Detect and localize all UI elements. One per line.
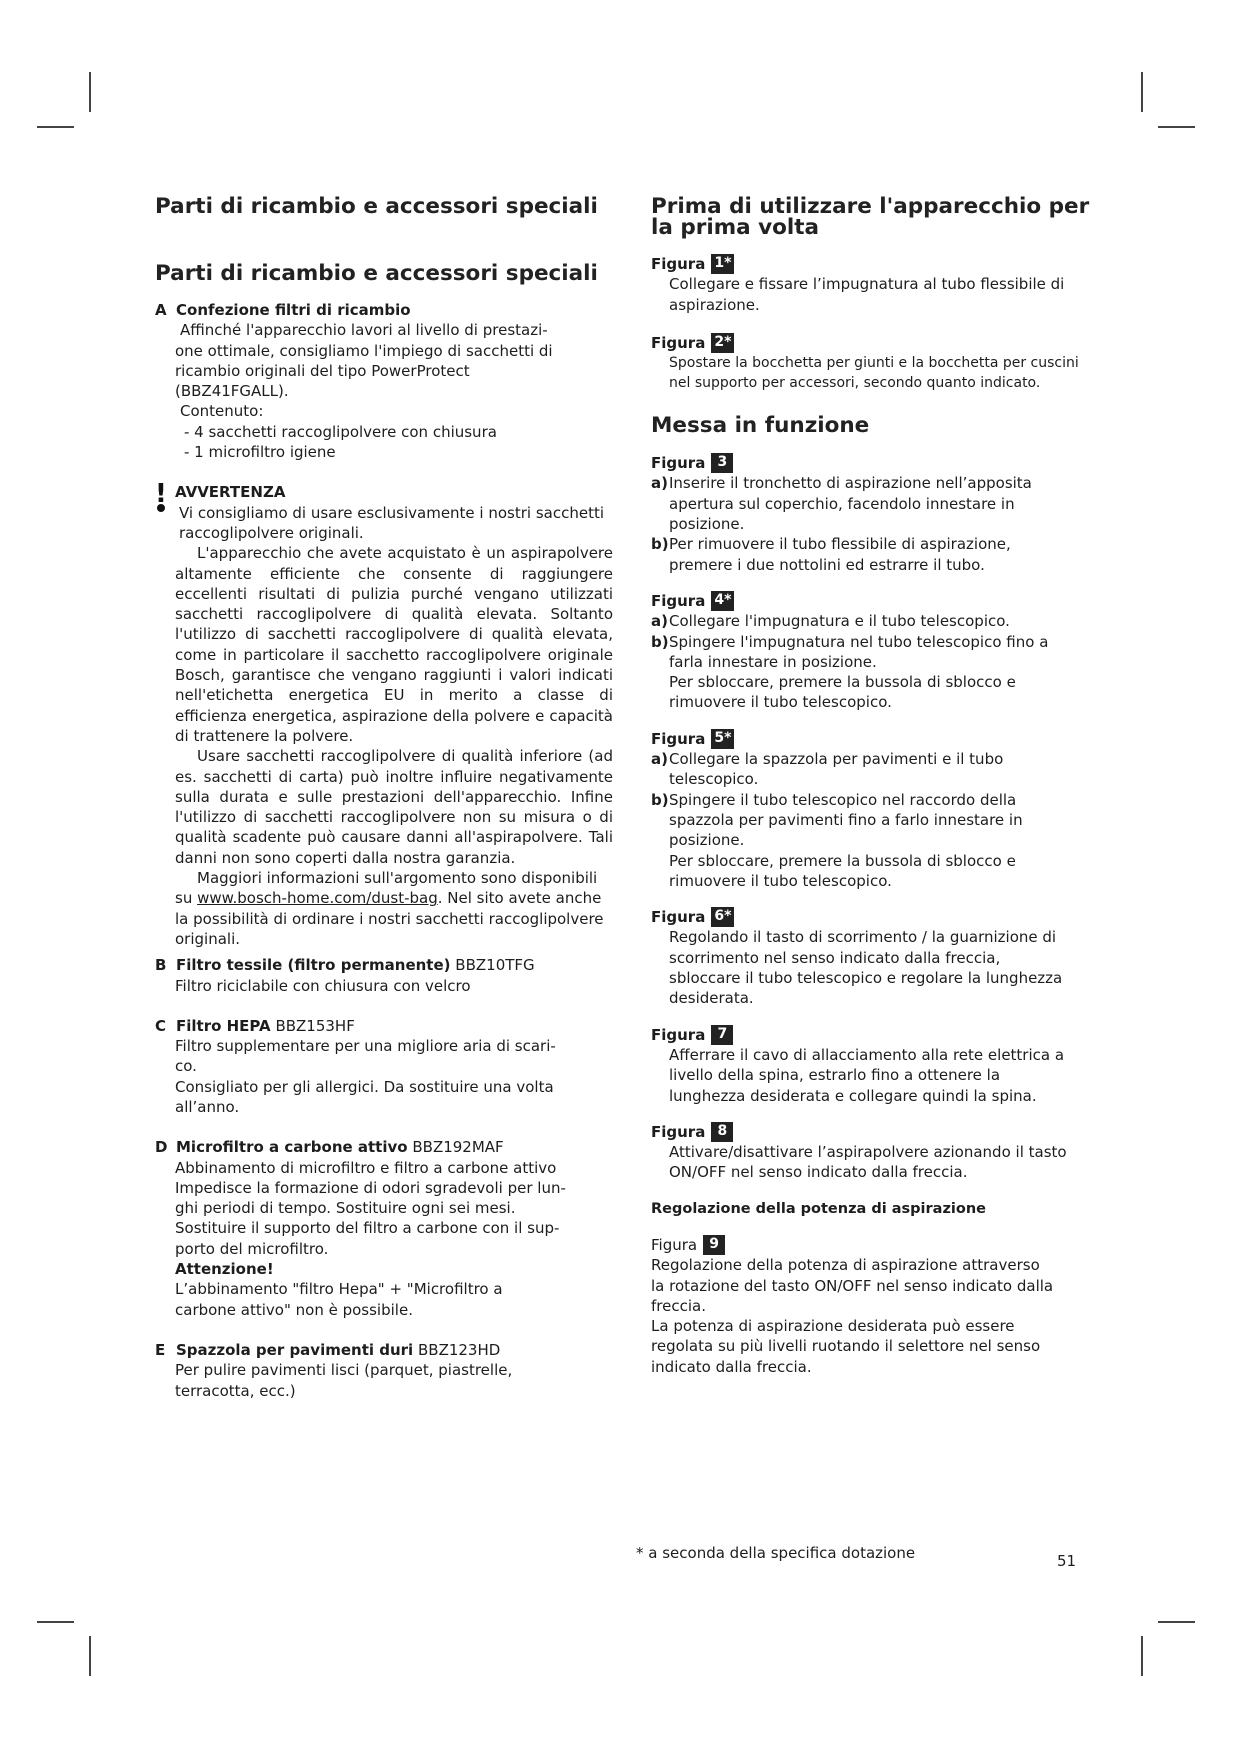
text-line: Collegare la spazzola per pavimenti e il tubo [669,750,1004,769]
accessory-a [155,300,613,462]
accessory-title: Confezione filtri di ricambio [176,301,411,319]
text-line: Filtro riciclabile con chiusura con velcro [175,976,471,995]
crop-mark [89,1636,91,1676]
text-line: spazzola per pavimenti fino a farlo innestare in [669,810,1023,829]
text-line: terracotta, ecc.) [175,1381,296,1400]
text-line: ON/OFF nel senso indicato dalla freccia. [669,1163,968,1182]
figure-label: Figura [651,1235,698,1254]
figure-label: Figura [651,1122,706,1141]
figure-8-block [651,1122,1091,1183]
figure-number-badge: 6* [711,907,734,927]
crop-mark [37,126,74,128]
text-line: freccia. [651,1296,706,1315]
text-line: la rotazione del tasto ON/OFF nel senso indicato dalla [651,1276,1054,1295]
text-line: livello della spina, estrarlo fino a ottenere la [669,1066,1001,1085]
text-line: Sostituire il supporto del filtro a carbone con il sup- [175,1219,560,1238]
figure-label: Figura [651,908,706,927]
text-line: farla innestare in posizione. [669,652,877,671]
text-line: Attivare/disattivare l’aspirapolvere azionando il tasto [669,1143,1067,1162]
step-key: a) [651,612,668,631]
left-column [155,196,613,1401]
figure-label: Figura [651,454,706,473]
text-line: (BBZ41FGALL). [175,382,289,401]
text-line: sbloccare il tubo telescopico e regolare la lunghezza [669,969,1063,988]
text-line: Collegare l'impugnatura e il tubo telescopico. [669,612,1010,631]
step-key: b) [651,790,669,809]
warning-title: AVVERTENZA [175,483,286,502]
accessory-code: BBZ153HF [275,1016,355,1035]
text-line: lunghezza desiderata e collegare quindi la spina. [669,1086,1037,1105]
figure-7-block [651,1025,1091,1106]
text-line: nel supporto per accessori, secondo quanto indicato. [669,375,1041,392]
step-key: a) [651,750,668,769]
figure-label: Figura [651,333,706,352]
accessory-code: BBZ10TFG [455,956,535,975]
figure-4-block [651,591,1091,713]
step-a [651,749,1091,790]
accessory-title: Spazzola per pavimenti duri [176,1340,414,1359]
accessory-code: BBZ123HD [417,1340,501,1359]
accessory-title: Microfiltro a carbone attivo [176,1138,408,1157]
accessory-letter: E [155,1340,166,1359]
text-line: Per sbloccare, premere la bussola di sblocco e [669,673,1016,692]
warning-paragraph: Usare sacchetti raccoglipolvere di qualità inferiore (ad es. sacchetti di carta) può inoltre influire negativamente sulla durata e sulle prestazioni dell'apparecchio. Infine l'utilizzo di sacchetti raccoglipolvere non su misura o di qualità scadente può causare danni all'aspirapolvere. Tali danni non sono coperti dalla nostra garanzia. [175,747,613,867]
step-a [651,611,1091,631]
accessory-e [155,1340,613,1401]
accessory-code: BBZ192MAF [412,1138,504,1157]
step-b [651,632,1091,713]
text-line: L’abbinamento "filtro Hepa" + "Microfiltro a [175,1280,503,1299]
attention-title: Attenzione! [175,1260,274,1279]
text-line: Per rimuovere il tubo flessibile di aspirazione, [669,535,1011,554]
text-line: posizione. [669,515,745,534]
figure-3-block [651,453,1091,575]
text-line: carbone attivo" non è possibile. [175,1300,413,1319]
accessory-title: Filtro HEPA [176,1016,271,1035]
figure-5-block [651,729,1091,891]
figure-1-block [651,254,1091,315]
step-b [651,790,1091,891]
right-column [651,196,1091,1377]
accessory-letter: C [155,1016,167,1035]
text-line: rimuovere il tubo telescopico. [669,693,892,712]
text-line: Contenuto: [180,402,264,421]
section-heading: Parti di ricambio e accessori speciali [155,194,598,219]
step-b [651,534,1091,575]
step-key: b) [651,632,669,651]
figure-number-badge: 7 [711,1025,733,1045]
text-line: Regolazione della potenza di aspirazione attraverso [651,1256,1040,1275]
step-key: b) [651,535,669,554]
text-line: Regolando il tasto di scorrimento / la guarnizione di [669,928,1057,947]
text-line: La potenza di aspirazione desiderata può essere [651,1317,1015,1336]
text-line: Affinché l'apparecchio lavori al livello di prestazi- [180,321,548,340]
text-line: rimuovere il tubo telescopico. [669,871,892,890]
figure-number-badge: 8 [711,1122,733,1142]
figure-9-block [651,1235,1091,1377]
text-line: all’anno. [175,1097,240,1116]
text-line: scorrimento nel senso indicato dalla freccia, [669,948,1001,967]
text-line: Spostare la bocchetta per giunti e la bocchetta per cuscini [669,355,1079,372]
figure-number-badge: 1* [711,254,734,274]
warning-paragraph [175,868,613,949]
figure-number-badge: 3 [711,453,733,473]
step-a [651,473,1091,534]
crop-mark [1158,126,1195,128]
warning-text: . Nel sito avete anche la possibilità di ordinare i nostri sacchetti raccoglipolvere originali. [175,889,604,948]
text-line: - 1 microfiltro igiene [184,443,336,462]
text-line: Afferrare il cavo di allacciamento alla rete elettrica a [669,1045,1065,1064]
figure-number-badge: 2* [711,333,734,353]
crop-mark [37,1621,74,1623]
text-line: Per sbloccare, premere la bussola di sblocco e [669,851,1016,870]
figure-label: Figura [651,255,706,273]
dust-bag-link[interactable]: www.bosch-home.com/dust-bag [197,889,438,908]
text-line: ghi periodi di tempo. Sostituire ogni sei mesi. [175,1199,516,1218]
accessory-c [155,1016,613,1117]
figure-number-badge: 4* [711,591,734,611]
text-line: desiderata. [669,989,754,1008]
figure-2-block [651,333,1091,393]
crop-mark [89,72,91,112]
text-line: regolata su più livelli ruotando il selettore nel senso [651,1337,1041,1356]
warning-text: Maggiori informazioni sull'argomento sono disponibili su [175,869,598,908]
text-line: apertura sul coperchio, facendolo innestare in [669,494,1015,513]
accessory-d [155,1137,613,1320]
footnote: * a seconda della specifica dotazione [636,1544,916,1562]
text-line: Spingere il tubo telescopico nel raccordo della [669,790,1017,809]
text-line: - 4 sacchetti raccoglipolvere con chiusura [184,422,497,441]
exclamation-glyph: ! [155,479,167,510]
text-line: aspirazione. [669,295,760,314]
text-line: Impedisce la formazione di odori sgradevoli per lun- [175,1178,566,1197]
text-line: premere i due nottolini ed estrarre il tubo. [669,555,985,574]
text-line: Per pulire pavimenti lisci (parquet, piastrelle, [175,1361,513,1380]
crop-mark [1158,1621,1195,1623]
section-heading: Prima di utilizzare l'apparecchio per la prima volta [651,194,1090,240]
accessory-letter: D [155,1138,168,1157]
text-line: Spingere l'impugnatura nel tubo telescopico fino a [669,632,1049,651]
text-line: Filtro supplementare per una migliore aria di scari- [175,1037,556,1056]
warning-paragraph: L'apparecchio che avete acquistato è un aspirapolvere altamente efficiente che consente di raggiungere eccellenti risultati di pulizia purché vengano utilizzati sacchetti raccoglipolvere di qualità elevata. Soltanto l'utilizzo di sacchetti raccoglipolvere di qualità elevata, come in particolare il sacchetto raccoglipolvere originale Bosch, garantisce che vengano raggiunti i valori indicati nell'etichetta energetica EU in merito a classe di efficienza energetica, aspirazione della polvere e capacità di trattenere la polvere. [175,544,613,745]
step-key: a) [651,474,668,493]
section-heading: Parti di ricambio e accessori speciali [155,261,598,286]
figure-label: Figura [651,591,706,610]
text-line: Consigliato per gli allergici. Da sostituire una volta [175,1077,554,1096]
accessory-title: Filtro tessile (filtro permanente) [176,956,451,975]
text-line: one ottimale, consigliamo l'impiego di sacchetti di [175,341,553,360]
text-line: Abbinamento di microfiltro e filtro a carbone attivo [175,1158,557,1177]
accessory-letter: A [155,301,167,319]
crop-mark [1141,72,1143,112]
figure-label: Figura [651,1025,706,1044]
text-line: telescopico. [669,770,759,789]
text-line: ricambio originali del tipo PowerProtect [175,361,470,380]
figure-number-badge: 5* [711,729,734,749]
text-line: indicato dalla freccia. [651,1357,812,1376]
figure-number-badge: 9 [703,1235,725,1255]
text-line: Collegare e fissare l’impugnatura al tubo flessibile di [669,275,1065,294]
page-number: 51 [1057,1552,1077,1570]
crop-mark [1141,1636,1143,1676]
accessory-letter: B [155,956,167,975]
text-line: Inserire il tronchetto di aspirazione nell’apposita [669,474,1032,493]
text-line: co. [175,1057,197,1076]
exclamation-icon [155,480,167,512]
warning-paragraph: Vi consigliamo di usare esclusivamente i nostri sacchetti raccoglipolvere originali. [179,503,605,542]
accessory-b [155,955,613,996]
subsection-heading: Regolazione della potenza di aspirazione [651,1200,986,1217]
section-heading: Messa in funzione [651,413,870,439]
text-line: posizione. [669,831,745,850]
figure-6-block [651,907,1091,1008]
text-line: porto del microfiltro. [175,1239,329,1258]
warning-box [155,479,613,949]
figure-label: Figura [651,729,706,748]
